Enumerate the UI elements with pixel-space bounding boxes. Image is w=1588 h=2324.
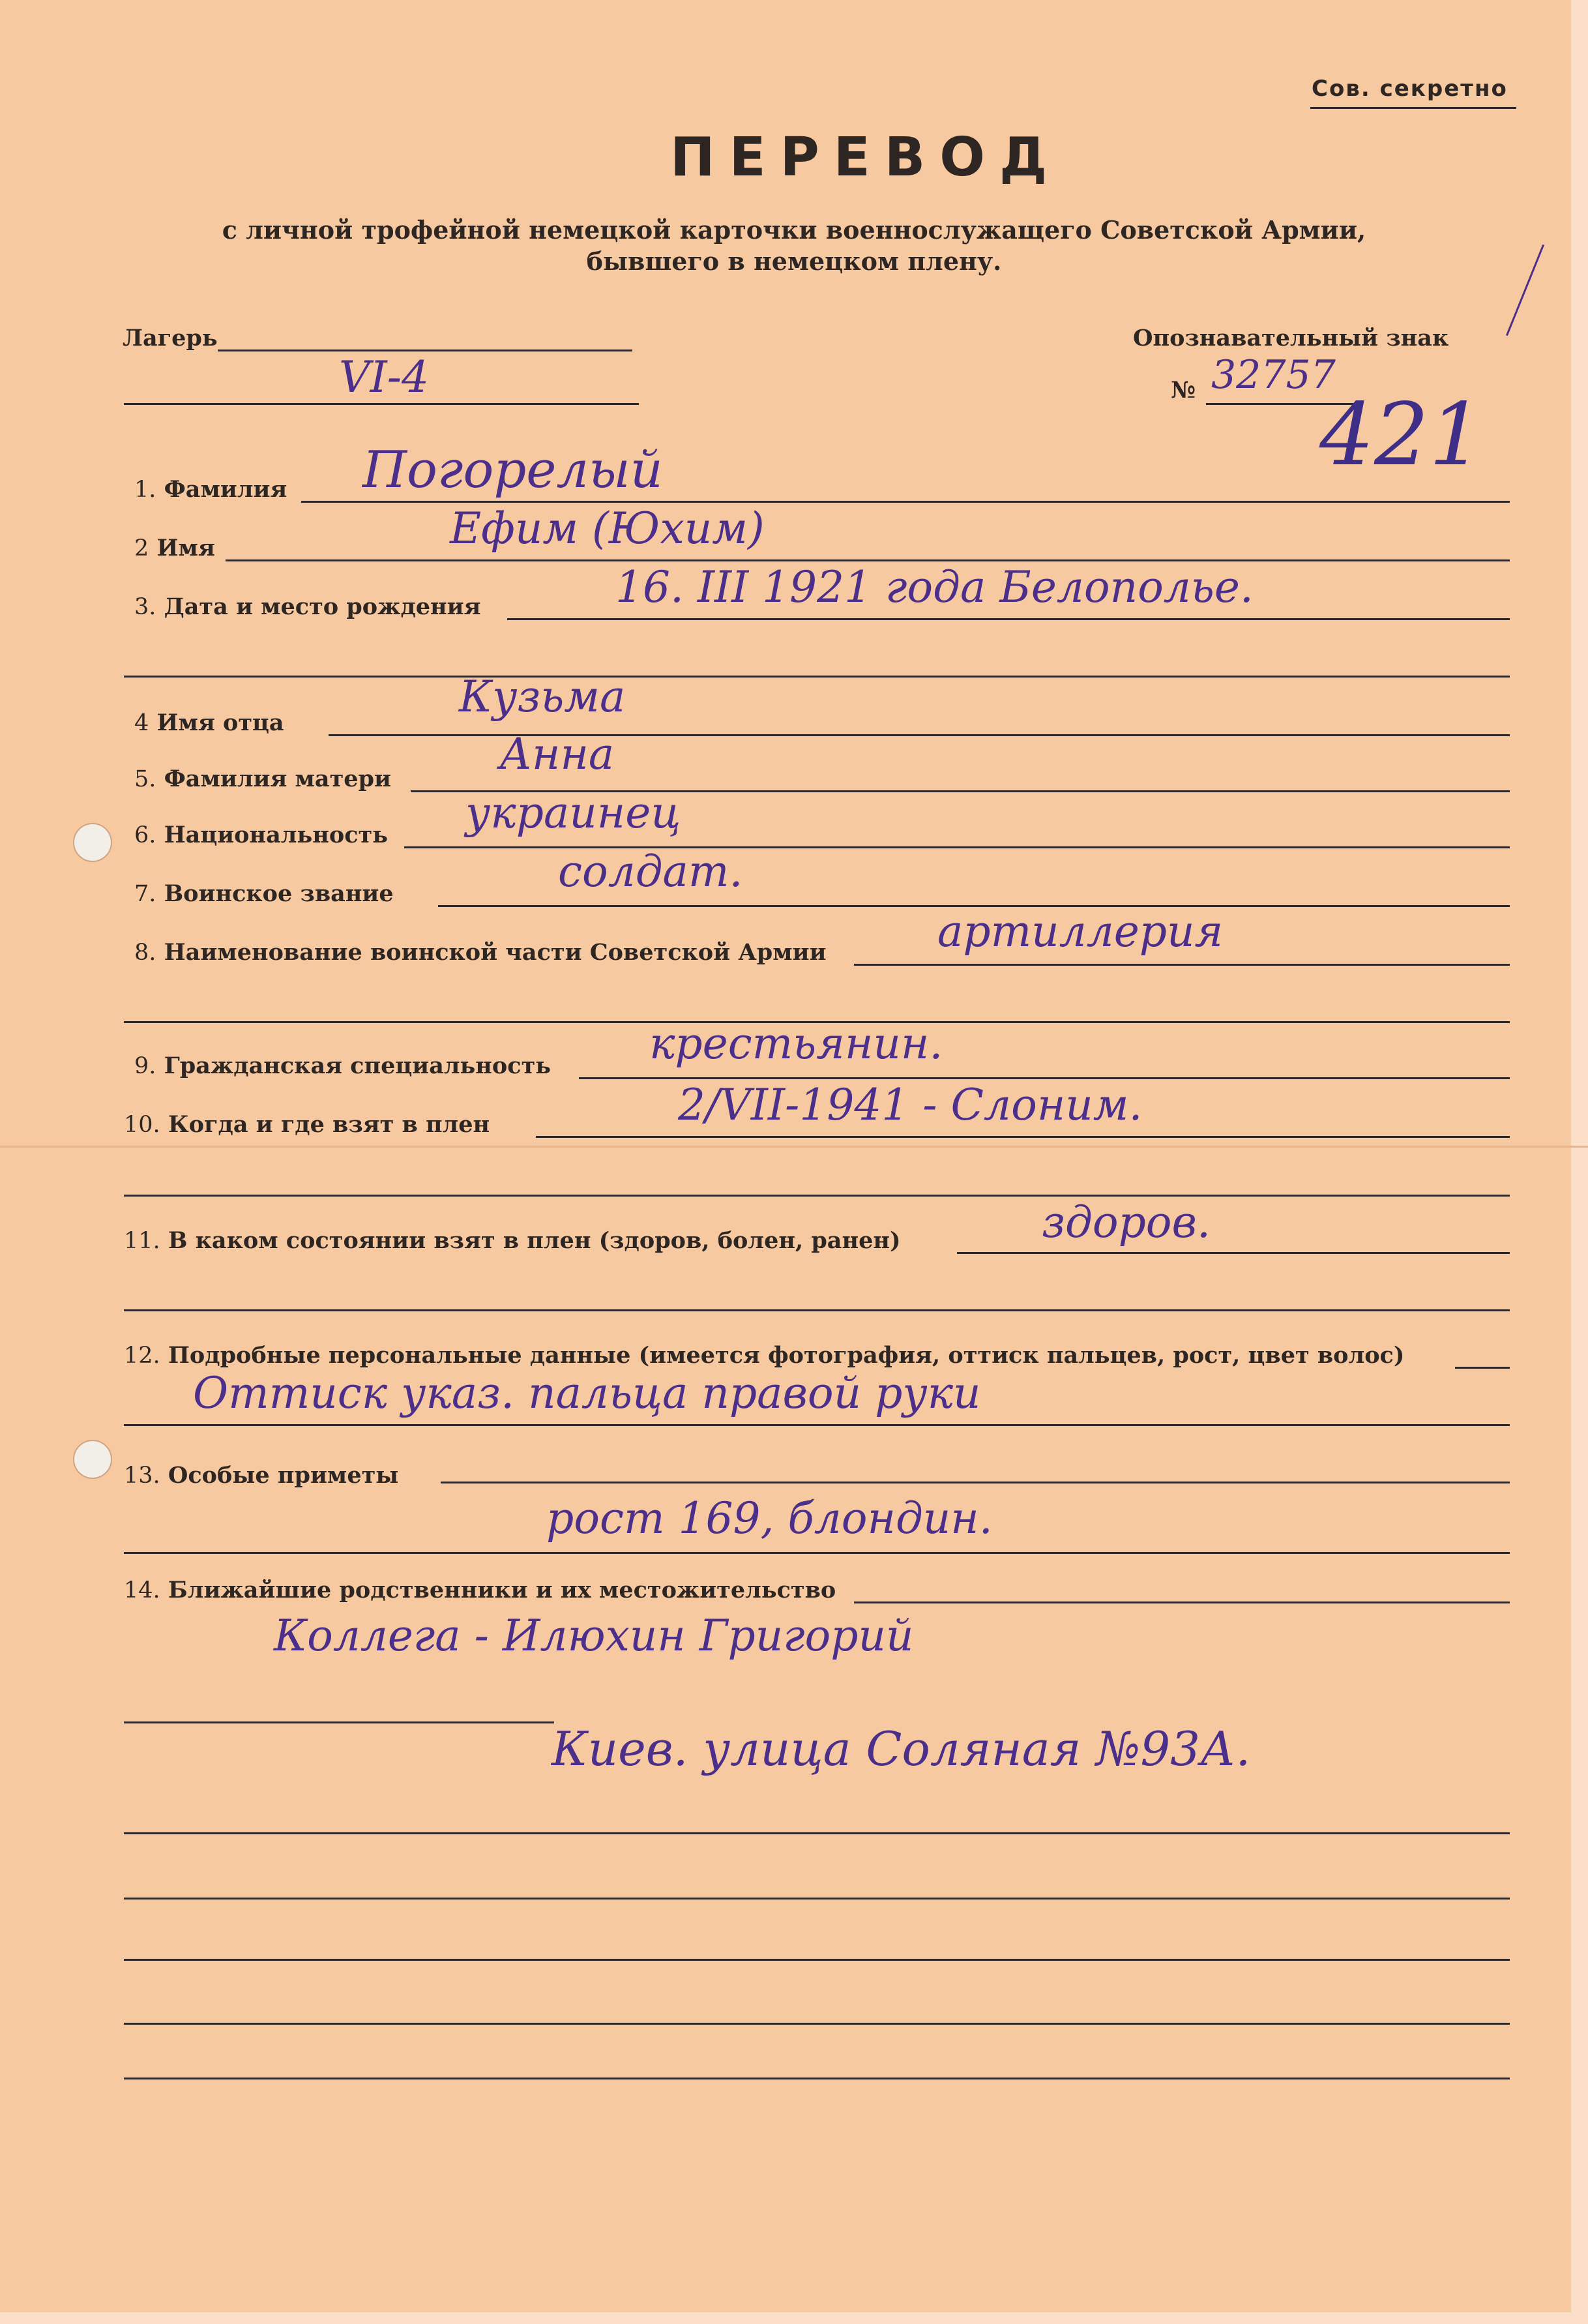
field-3-line-2 bbox=[124, 676, 1510, 678]
subtitle-line-2: бывшего в немецком плену. bbox=[586, 246, 1002, 276]
punch-hole-icon bbox=[73, 823, 112, 862]
field-11-label: 11. В каком состоянии взят в плен (здоров, болен, ранен) bbox=[124, 1227, 901, 1254]
subtitle-line-1: с личной трофейной немецкой карточки военнослужащего Советской Армии, bbox=[222, 215, 1366, 245]
field-3-line bbox=[507, 618, 1510, 620]
field-12-value: Оттиск указ. пальца правой руки bbox=[193, 1368, 981, 1418]
field-14-line bbox=[854, 1601, 1510, 1603]
field-5-value: Анна bbox=[499, 729, 615, 779]
blank-line bbox=[124, 2078, 1510, 2079]
field-13-line-2 bbox=[124, 1552, 1510, 1554]
field-7-label: 7. Воинское звание bbox=[134, 880, 394, 907]
field-10-line-2 bbox=[124, 1195, 1510, 1197]
field-6-label: 6. Национальность bbox=[134, 822, 388, 848]
field-14-label: 14. Ближайшие родственники и их местожительство bbox=[124, 1577, 836, 1603]
field-3-label: 3. Дата и место рождения bbox=[134, 593, 481, 620]
field-12-line-2 bbox=[124, 1424, 1510, 1426]
field-14-line-2 bbox=[124, 1721, 554, 1723]
tag-number-prefix: № bbox=[1171, 377, 1196, 404]
field-1-value: Погорелый bbox=[362, 441, 663, 499]
field-11-line-2 bbox=[124, 1309, 1510, 1311]
field-8-label: 8. Наименование воинской части Советской Армии bbox=[134, 939, 827, 966]
tag-value: 32757 bbox=[1211, 352, 1336, 398]
fold-crease bbox=[0, 1146, 1588, 1148]
field-13-value: рост 169, блондин. bbox=[546, 1493, 993, 1543]
field-13-line bbox=[441, 1482, 1510, 1483]
camp-value: VI-4 bbox=[339, 352, 430, 402]
blank-line bbox=[124, 1898, 1510, 1899]
tag-extra: 421 bbox=[1319, 385, 1484, 485]
field-2-value: Ефим (Юхим) bbox=[450, 503, 765, 554]
blank-line bbox=[124, 1959, 1510, 1961]
punch-hole-icon bbox=[73, 1440, 112, 1479]
field-10-value: 2/VII-1941 - Слоним. bbox=[678, 1080, 1143, 1130]
field-10-line bbox=[536, 1136, 1510, 1138]
page-title: ПЕРЕВОД bbox=[670, 127, 1061, 188]
field-11-value: здоров. bbox=[1042, 1197, 1211, 1247]
pen-mark-icon bbox=[1506, 245, 1544, 336]
camp-line bbox=[218, 350, 632, 351]
field-8-value: артиллерия bbox=[937, 906, 1224, 957]
field-6-value: украинец bbox=[465, 788, 681, 838]
classification-stamp: Сов. секретно bbox=[1312, 76, 1508, 102]
field-8-line bbox=[854, 964, 1510, 966]
field-1-label: 1. Фамилия bbox=[134, 476, 287, 503]
field-9-line bbox=[579, 1077, 1510, 1079]
field-1-line bbox=[301, 501, 1510, 503]
field-4-label: 4 Имя отца bbox=[134, 709, 284, 736]
tag-label: Опознавательный знак bbox=[1133, 325, 1449, 351]
field-9-value: крестьянин. bbox=[649, 1019, 943, 1069]
field-10-label: 10. Когда и где взят в плен bbox=[124, 1111, 490, 1138]
field-12-label: 12. Подробные персональные данные (имеется фотография, оттиск пальцев, рост, цвет волос) bbox=[124, 1342, 1405, 1369]
blank-line bbox=[124, 1832, 1510, 1834]
field-11-line bbox=[957, 1252, 1510, 1254]
field-3-value: 16. III 1921 года Белополье. bbox=[615, 562, 1254, 612]
field-12-line bbox=[1455, 1367, 1510, 1369]
field-7-value: солдат. bbox=[558, 846, 743, 897]
camp-line-2 bbox=[124, 403, 639, 405]
camp-label: Лагерь bbox=[123, 325, 218, 351]
field-2-line bbox=[226, 559, 1510, 561]
field-14-value: Коллега - Илюхин Григорий bbox=[274, 1611, 914, 1661]
field-13-label: 13. Особые приметы bbox=[124, 1462, 399, 1489]
paper-edge-bottom bbox=[0, 2312, 1588, 2324]
field-2-label: 2 Имя bbox=[134, 535, 215, 561]
blank-line bbox=[124, 2023, 1510, 2025]
field-5-label: 5. Фамилия матери bbox=[134, 766, 391, 792]
field-9-label: 9. Гражданская специальность bbox=[134, 1052, 551, 1079]
field-14-value-2: Киев. улица Соляная №93А. bbox=[551, 1721, 1251, 1776]
field-4-value: Кузьма bbox=[459, 672, 626, 722]
classification-underline bbox=[1310, 107, 1516, 109]
paper-edge-right bbox=[1571, 0, 1588, 2324]
